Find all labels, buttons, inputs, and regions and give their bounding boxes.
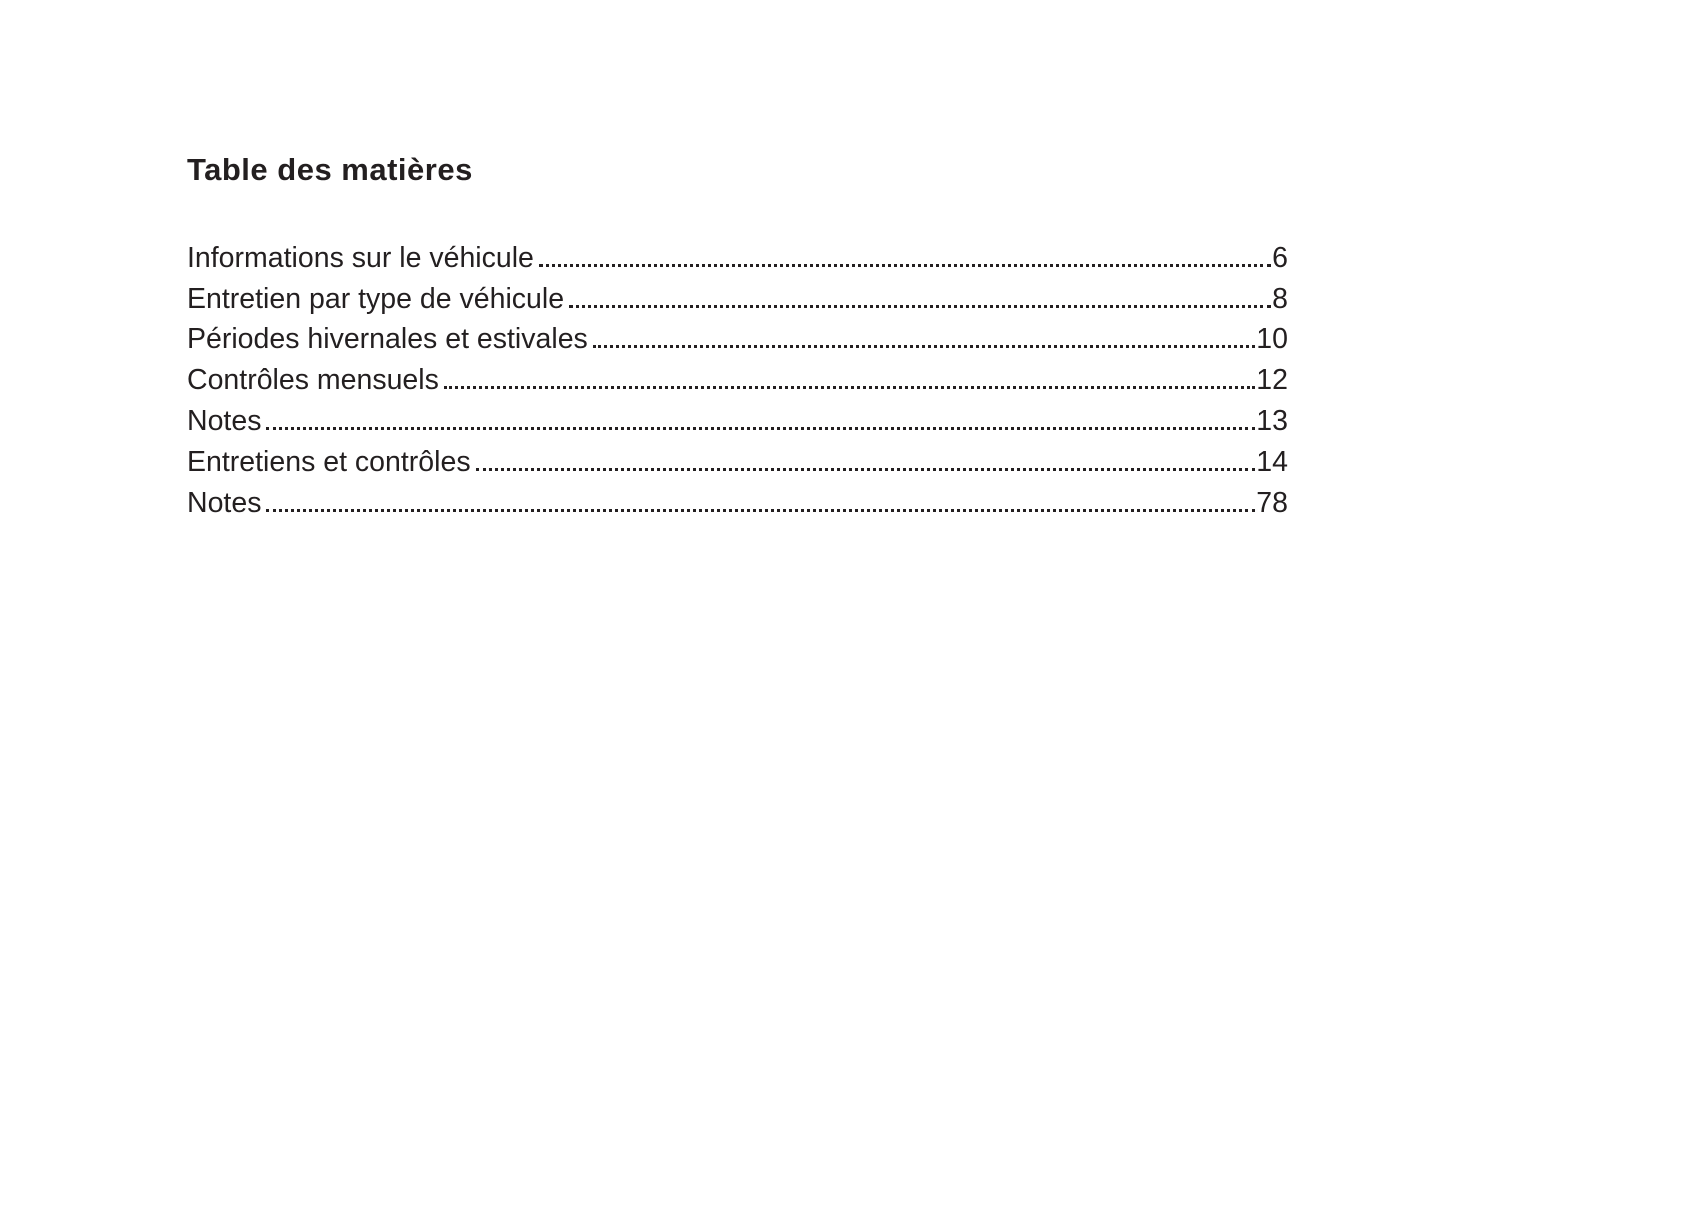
toc-entry-page-number: 8	[1272, 282, 1288, 315]
toc-leader-dots	[266, 509, 1255, 512]
toc-entry-label: Périodes hivernales et estivales	[187, 323, 588, 356]
toc-leader-dots	[444, 386, 1255, 389]
toc-entry	[187, 234, 1288, 275]
toc-leader-dots	[476, 468, 1256, 471]
toc-entry	[187, 479, 1288, 520]
page-title: Table des matières	[187, 152, 473, 187]
toc-entry-page-number: 10	[1256, 323, 1288, 356]
toc-entry-label: Notes	[187, 486, 262, 519]
toc-leader-dots	[569, 305, 1271, 308]
toc-leader-dots	[593, 345, 1256, 348]
toc-leader-dots	[539, 264, 1271, 267]
toc-entry-label: Contrôles mensuels	[187, 364, 439, 397]
toc-list	[187, 234, 1288, 520]
toc-entry-label: Entretien par type de véhicule	[187, 282, 565, 315]
toc-entry-label: Notes	[187, 404, 262, 437]
toc-page	[187, 152, 1288, 520]
toc-entry-page-number: 12	[1256, 364, 1288, 397]
toc-entry	[187, 316, 1288, 357]
toc-entry	[187, 397, 1288, 438]
toc-entry-page-number: 78	[1256, 486, 1288, 519]
toc-leader-dots	[266, 427, 1255, 430]
toc-entry-page-number: 13	[1256, 404, 1288, 437]
toc-entry	[187, 275, 1288, 316]
toc-entry-page-number: 14	[1256, 445, 1288, 478]
toc-entry	[187, 438, 1288, 479]
toc-entry	[187, 356, 1288, 397]
toc-entry-page-number: 6	[1272, 241, 1288, 274]
toc-entry-label: Entretiens et contrôles	[187, 445, 471, 478]
toc-entry-label: Informations sur le véhicule	[187, 241, 534, 274]
